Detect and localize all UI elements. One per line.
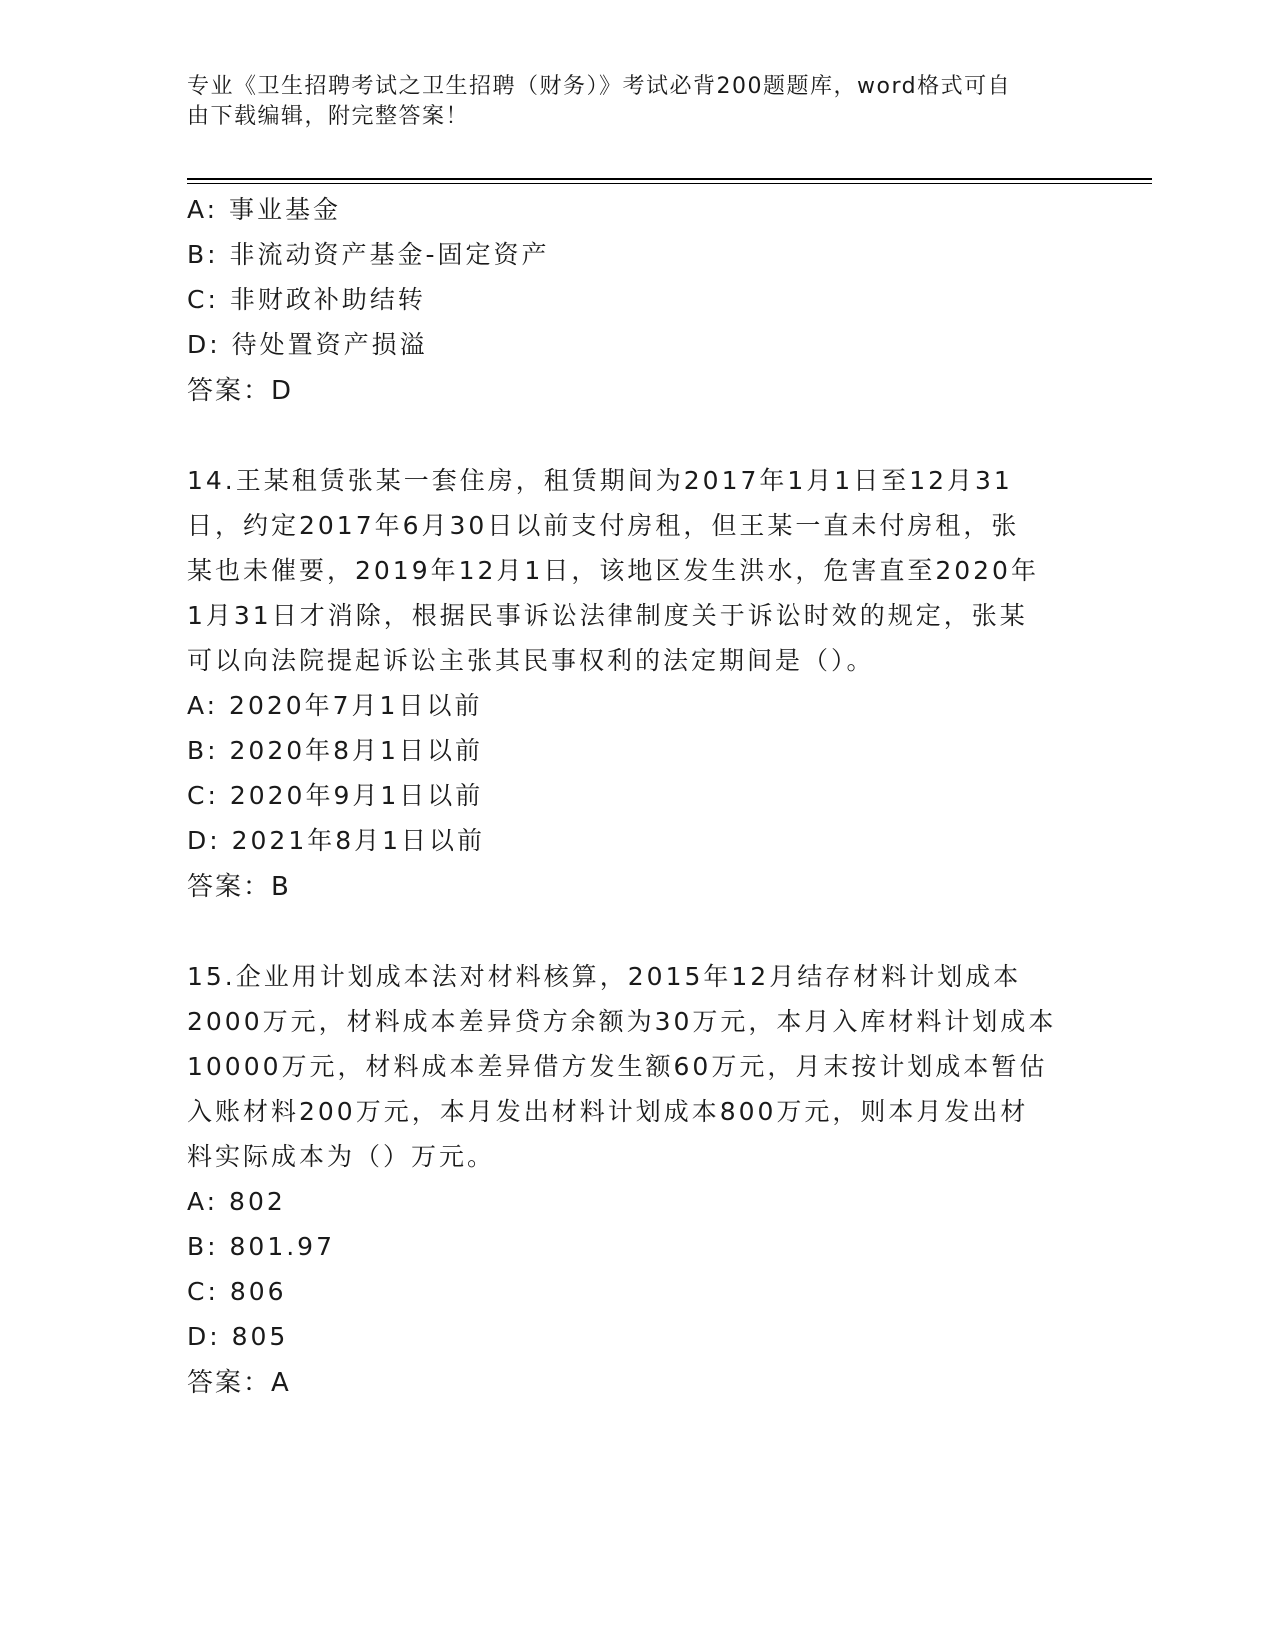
q15-option-d: D: 805	[187, 1322, 289, 1351]
q15-option-b: B: 801.97	[187, 1232, 335, 1261]
q15-stem-line-1: 15.企业用计划成本法对材料核算，2015年12月结存材料计划成本	[187, 962, 1022, 991]
q14-stem-line-3: 某也未催要，2019年12月1日，该地区发生洪水，危害直至2020年	[187, 556, 1039, 585]
header-divider-thin	[187, 183, 1152, 184]
header-line-1: 专业《卫生招聘考试之卫生招聘（财务）》考试必背200题题库，word格式可自	[187, 74, 1012, 99]
header-divider-thick	[187, 178, 1152, 180]
q13-answer: 答案：D	[187, 376, 294, 406]
q13-option-b: B: 非流动资产基金-固定资产	[187, 240, 550, 269]
q15-option-a: A: 802	[187, 1187, 286, 1216]
q15-option-c: C: 806	[187, 1277, 287, 1306]
q14-option-a: A: 2020年7月1日以前	[187, 691, 483, 720]
q13-option-a: A: 事业基金	[187, 195, 342, 224]
q14-stem-line-2: 日，约定2017年6月30日以前支付房租，但王某一直未付房租，张	[187, 511, 1020, 540]
q15-answer: 答案：A	[187, 1368, 291, 1398]
q14-stem-line-4: 1月31日才消除，根据民事诉讼法律制度关于诉讼时效的规定，张某	[187, 601, 1028, 630]
document-header	[187, 72, 1067, 132]
q15-stem-line-4: 入账材料200万元，本月发出材料计划成本800万元，则本月发出材	[187, 1097, 1029, 1126]
q14-stem-line-1: 14.王某租赁张某一套住房，租赁期间为2017年1月1日至12月31	[187, 466, 1013, 495]
q13-option-c: C: 非财政补助结转	[187, 285, 426, 314]
q13-option-d: D: 待处置资产损溢	[187, 330, 428, 359]
q14-option-c: C: 2020年9月1日以前	[187, 781, 484, 810]
header-line-2: 由下载编辑，附完整答案！	[187, 104, 470, 129]
q15-stem-line-5: 料实际成本为（）万元。	[187, 1142, 496, 1171]
q14-answer: 答案：B	[187, 872, 291, 902]
q14-option-b: B: 2020年8月1日以前	[187, 736, 483, 765]
q14-option-d: D: 2021年8月1日以前	[187, 826, 486, 855]
q15-stem-line-2: 2000万元，材料成本差异贷方余额为30万元，本月入库材料计划成本	[187, 1007, 1057, 1036]
q15-stem-line-3: 10000万元，材料成本差异借方发生额60万元，月末按计划成本暂估	[187, 1052, 1048, 1081]
q14-stem-line-5: 可以向法院提起诉讼主张其民事权利的法定期间是（）。	[187, 646, 875, 675]
